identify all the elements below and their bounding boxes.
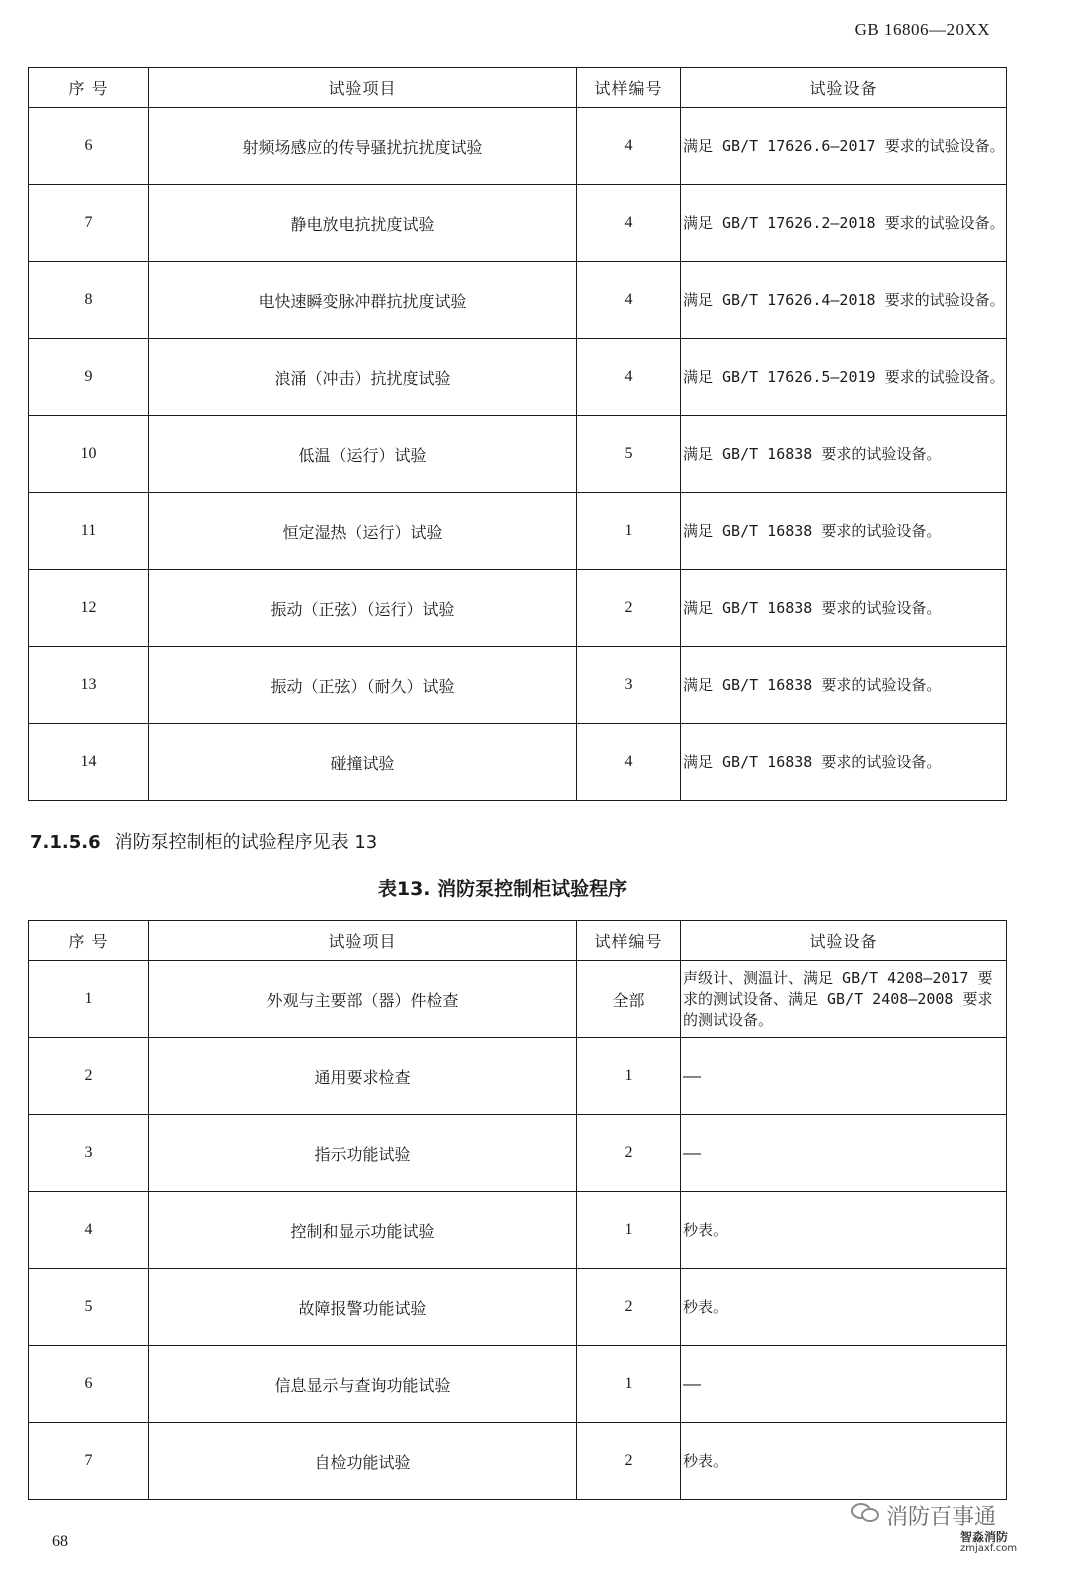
cell-no: 5 — [29, 1269, 149, 1346]
table-header-row — [29, 921, 1007, 961]
cell-equipment: 满足 GB/T 17626.5—2019 要求的试验设备。 — [681, 339, 1007, 416]
col-header-item: 试验项目 — [149, 921, 577, 961]
table-row — [29, 1269, 1007, 1346]
cell-sample: 2 — [577, 1423, 681, 1500]
cell-item: 故障报警功能试验 — [149, 1269, 577, 1346]
cell-equipment: 满足 GB/T 17626.2—2018 要求的试验设备。 — [681, 185, 1007, 262]
table-row — [29, 961, 1007, 1038]
watermark-site-name: 智淼消防 — [960, 1530, 1009, 1544]
col-header-item: 试验项目 — [149, 68, 577, 108]
table-row — [29, 1115, 1007, 1192]
cell-sample: 4 — [577, 108, 681, 185]
cell-item: 静电放电抗扰度试验 — [149, 185, 577, 262]
table-row — [29, 493, 1007, 570]
cell-equipment: 满足 GB/T 16838 要求的试验设备。 — [681, 570, 1007, 647]
cell-item: 射频场感应的传导骚扰抗扰度试验 — [149, 108, 577, 185]
cell-sample: 5 — [577, 416, 681, 493]
cell-equipment: 秒表。 — [681, 1423, 1007, 1500]
cell-sample: 4 — [577, 262, 681, 339]
cell-sample: 1 — [577, 1346, 681, 1423]
table-row — [29, 1192, 1007, 1269]
cell-no: 8 — [29, 262, 149, 339]
table-header-row — [29, 68, 1007, 108]
cell-no: 10 — [29, 416, 149, 493]
col-header-no: 序 号 — [29, 68, 149, 108]
table-row — [29, 108, 1007, 185]
cell-no: 14 — [29, 724, 149, 801]
table-row — [29, 185, 1007, 262]
cell-sample: 2 — [577, 1115, 681, 1192]
table-row — [29, 1423, 1007, 1500]
cell-no: 11 — [29, 493, 149, 570]
cell-item: 电快速瞬变脉冲群抗扰度试验 — [149, 262, 577, 339]
cell-item: 外观与主要部（器）件检查 — [149, 961, 577, 1038]
table-row — [29, 416, 1007, 493]
clause-number: 7.1.5.6 — [30, 832, 101, 853]
cell-item: 通用要求检查 — [149, 1038, 577, 1115]
watermark — [850, 1500, 1017, 1554]
table-row — [29, 1038, 1007, 1115]
cell-sample: 4 — [577, 724, 681, 801]
cell-item: 振动（正弦）（运行）试验 — [149, 570, 577, 647]
cell-equipment: —— — [681, 1346, 1007, 1423]
cell-equipment: 秒表。 — [681, 1269, 1007, 1346]
test-table-continued — [28, 67, 1007, 801]
watermark-name: 消防百事通 — [886, 1505, 997, 1530]
cell-equipment: —— — [681, 1038, 1007, 1115]
cell-item: 碰撞试验 — [149, 724, 577, 801]
table-row — [29, 339, 1007, 416]
cell-item: 振动（正弦）（耐久）试验 — [149, 647, 577, 724]
cell-equipment: —— — [681, 1115, 1007, 1192]
cell-item: 控制和显示功能试验 — [149, 1192, 577, 1269]
standard-id: GB 16806—20XX — [854, 20, 990, 39]
table-row — [29, 262, 1007, 339]
cell-item: 自检功能试验 — [149, 1423, 577, 1500]
clause-7-1-5-6 — [30, 828, 377, 854]
cell-sample: 3 — [577, 647, 681, 724]
cell-no: 6 — [29, 108, 149, 185]
cell-equipment: 满足 GB/T 17626.4—2018 要求的试验设备。 — [681, 262, 1007, 339]
clause-text: 消防泵控制柜的试验程序见表 13 — [114, 832, 378, 853]
cell-sample: 1 — [577, 1038, 681, 1115]
cell-item: 指示功能试验 — [149, 1115, 577, 1192]
cell-equipment: 满足 GB/T 17626.6—2017 要求的试验设备。 — [681, 108, 1007, 185]
col-header-equipment: 试验设备 — [681, 68, 1007, 108]
col-header-no: 序 号 — [29, 921, 149, 961]
cell-equipment: 满足 GB/T 16838 要求的试验设备。 — [681, 647, 1007, 724]
page-number: 68 — [52, 1533, 68, 1550]
cell-equipment: 满足 GB/T 16838 要求的试验设备。 — [681, 416, 1007, 493]
test-table-13 — [28, 920, 1007, 1500]
cell-item: 恒定湿热（运行）试验 — [149, 493, 577, 570]
cell-item: 信息显示与查询功能试验 — [149, 1346, 577, 1423]
cell-no: 2 — [29, 1038, 149, 1115]
cell-no: 12 — [29, 570, 149, 647]
table-row — [29, 1346, 1007, 1423]
cell-no: 9 — [29, 339, 149, 416]
cell-item: 低温（运行）试验 — [149, 416, 577, 493]
cell-no: 6 — [29, 1346, 149, 1423]
cell-sample: 2 — [577, 570, 681, 647]
table-row — [29, 724, 1007, 801]
cell-equipment: 秒表。 — [681, 1192, 1007, 1269]
col-header-sample: 试样编号 — [577, 68, 681, 108]
cell-sample: 1 — [577, 1192, 681, 1269]
cell-sample: 1 — [577, 493, 681, 570]
table-row — [29, 570, 1007, 647]
cell-equipment: 声级计、测温计、满足 GB/T 4208—2017 要求的测试设备、满足 GB/T 2408—2008 要求的测试设备。 — [681, 961, 1007, 1038]
cell-item: 浪涌（冲击）抗扰度试验 — [149, 339, 577, 416]
cell-sample: 4 — [577, 339, 681, 416]
table-row — [29, 647, 1007, 724]
cell-sample: 4 — [577, 185, 681, 262]
cell-no: 13 — [29, 647, 149, 724]
col-header-equipment: 试验设备 — [681, 921, 1007, 961]
watermark-site-url: zmjaxf.com — [960, 1543, 1018, 1554]
cell-no: 1 — [29, 961, 149, 1038]
cell-sample: 全部 — [577, 961, 681, 1038]
cell-no: 3 — [29, 1115, 149, 1192]
cell-no: 4 — [29, 1192, 149, 1269]
cell-equipment: 满足 GB/T 16838 要求的试验设备。 — [681, 724, 1007, 801]
cell-equipment: 满足 GB/T 16838 要求的试验设备。 — [681, 493, 1007, 570]
cell-no: 7 — [29, 1423, 149, 1500]
cell-sample: 2 — [577, 1269, 681, 1346]
chat-bubble-icon — [850, 1501, 880, 1531]
cell-no: 7 — [29, 185, 149, 262]
table-caption: 表13. 消防泵控制柜试验程序 — [377, 878, 628, 900]
col-header-sample: 试样编号 — [577, 921, 681, 961]
